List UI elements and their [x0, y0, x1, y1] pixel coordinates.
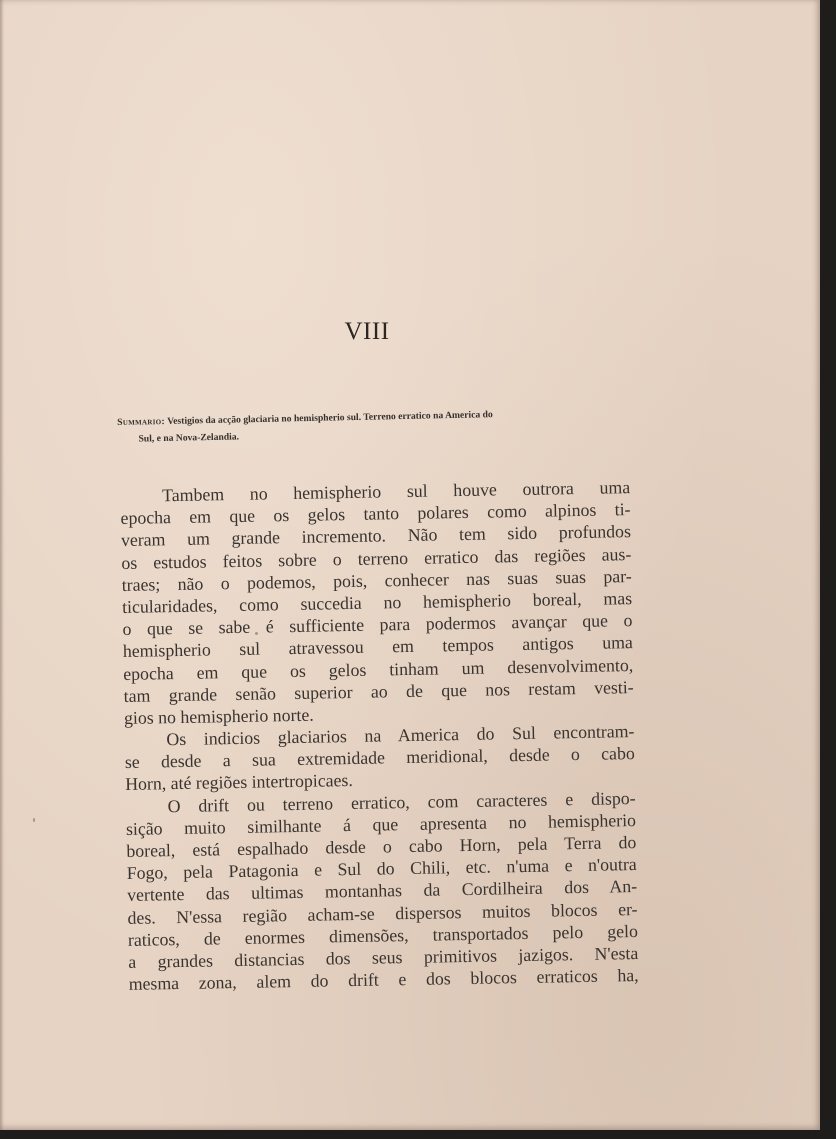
text-line: gios no hemispherio norte. — [123, 704, 314, 728]
summary-text-1: Vestigios da acção glaciaria no hemispherio sul. Terreno erratico na America do — [167, 409, 493, 427]
text-line: mesma zona, alem do drift e dos blocos erraticos ha, — [128, 965, 639, 995]
text-line: o que se sabe é sufficiente para podermos avançar que o — [122, 610, 633, 640]
chapter-summary — [117, 403, 628, 448]
text-line: a grandes distancias dos seus primitivos jazigos. N'esta — [128, 942, 639, 972]
text-line: ticularidades, como succedia no hemispherio boreal, mas — [121, 588, 633, 617]
text-line: Fogo, pela Patagonia e Sul do Chili, etc. n'uma e n'outra — [126, 854, 637, 884]
text-line: raticos, de enormes dimensões, transportados pelo gelo — [127, 920, 639, 950]
paper-speck — [255, 632, 258, 635]
text-line: tam grande senão superior ao de que nos restam vesti- — [123, 676, 634, 706]
body-text — [120, 476, 639, 995]
text-line: hemispherio sul atravessou em tempos antigos uma — [122, 632, 633, 662]
text-line: epocha em que os gelos tanto polares como alpinos ti- — [120, 499, 631, 529]
page-edge-shadow — [0, 0, 4, 1130]
text-line: epocha em que os gelos tinham um desenvolvimento, — [123, 654, 634, 684]
text-line: os estudos feitos sobre o terreno erratico das regiões aus- — [121, 543, 632, 573]
paper-speck — [33, 818, 35, 822]
text-line: Os indicios glaciarios na America do Sul encontram- — [166, 721, 635, 750]
text-line: des. N'essa região acham-se dispersos muitos blocos er- — [127, 898, 638, 928]
text-line: boreal, está espalhado desde o cabo Horn, pela Terra do — [126, 832, 637, 861]
text-line: traes; não o podemos, pois, conhecer nas suas suas par- — [121, 565, 632, 595]
text-line: sição muito similhante á que apresenta no hemispherio — [125, 809, 637, 839]
text-line: Tambem no hemispherio sul houve outrora uma — [162, 477, 631, 506]
text-line: O drift ou terreno erratico, com caracteres e dispo- — [167, 787, 636, 816]
text-line: Horn, até regiões intertropicaes. — [125, 770, 353, 795]
text-line: se desde a sua extremidade meridional, desde o cabo — [124, 743, 635, 773]
chapter-heading: VIII — [344, 318, 390, 345]
summary-line-2: Sul, e na Nova-Zelandia. — [138, 431, 240, 445]
summary-label: Summario: — [117, 415, 166, 428]
text-line: vertente das ultimas montanhas da Cordilheira dos An- — [126, 876, 638, 906]
text-line: veram um grande incremento. Não tem sido profundos — [120, 521, 632, 551]
